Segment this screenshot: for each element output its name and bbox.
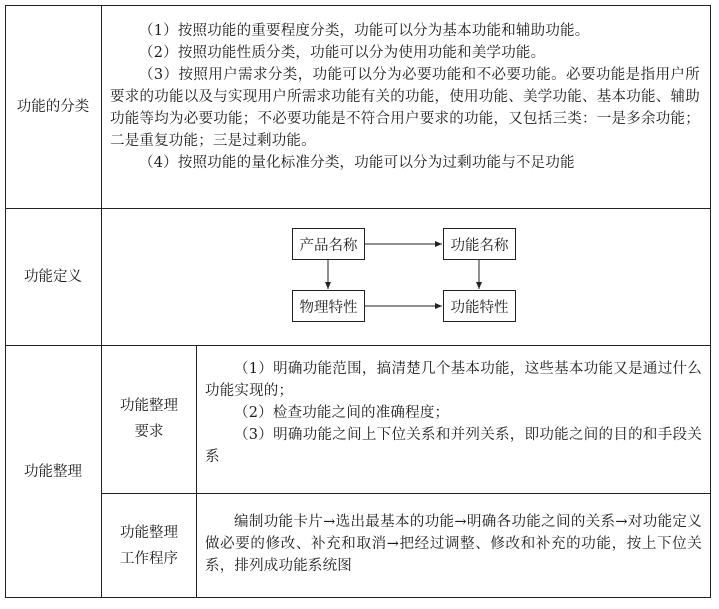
classification-item-1: （1）按照功能的重要程度分类，功能可以分为基本功能和辅助功能。 — [139, 23, 590, 39]
function-props-box: 功能特性 — [443, 290, 516, 322]
classification-item-2: （2）按照功能性质分类，功能可以分为使用功能和美学功能。 — [139, 45, 546, 61]
function-name-box: 功能名称 — [443, 228, 516, 260]
requirements-content — [205, 358, 702, 468]
classification-item-4: （4）按照功能的量化标准分类，功能可以分为过剩功能与不足功能 — [139, 155, 575, 171]
procedure-text: 编制功能卡片→选出最基本的功能→明确各功能之间的关系→对功能定义做必要的修改、补充和取消→把经过调整、修改和补充的功能，按上下位关系，排列成功能系统图 — [205, 514, 702, 574]
procedure-label: 功能整理工作程序 — [120, 524, 178, 567]
requirements-item-1: （1）明确功能范围，搞清楚几个基本功能，这些基本功能又是通过什么功能实现的； — [205, 361, 702, 399]
product-name-box: 产品名称 — [292, 228, 365, 260]
requirements-label: 功能整理要求 — [120, 398, 178, 440]
definition-label: 功能定义 — [24, 268, 82, 285]
requirements-item-2: （2）检查功能之间的准确程度； — [234, 405, 450, 421]
classification-label: 功能的分类 — [16, 98, 90, 115]
procedure-content — [205, 511, 702, 577]
classification-item-3: （3）按照用户需求分类，功能可以分为必要功能和不必要功能。必要功能是指用户所要求的功能以及与实现用户所需求功能有关的功能，使用功能、美学功能、基本功能、辅助功能等均为必要功能；不必要功能是不符合用户要求的功能，又包括三类：一是多余功能；二是重复功能；三是过剩功能。 — [110, 67, 700, 149]
requirements-item-3: （3）明确功能之间上下位关系和并列关系，即功能之间的目的和手段关系 — [205, 427, 702, 465]
organization-label: 功能整理 — [24, 463, 82, 480]
physical-props-box: 物理特性 — [292, 290, 365, 322]
